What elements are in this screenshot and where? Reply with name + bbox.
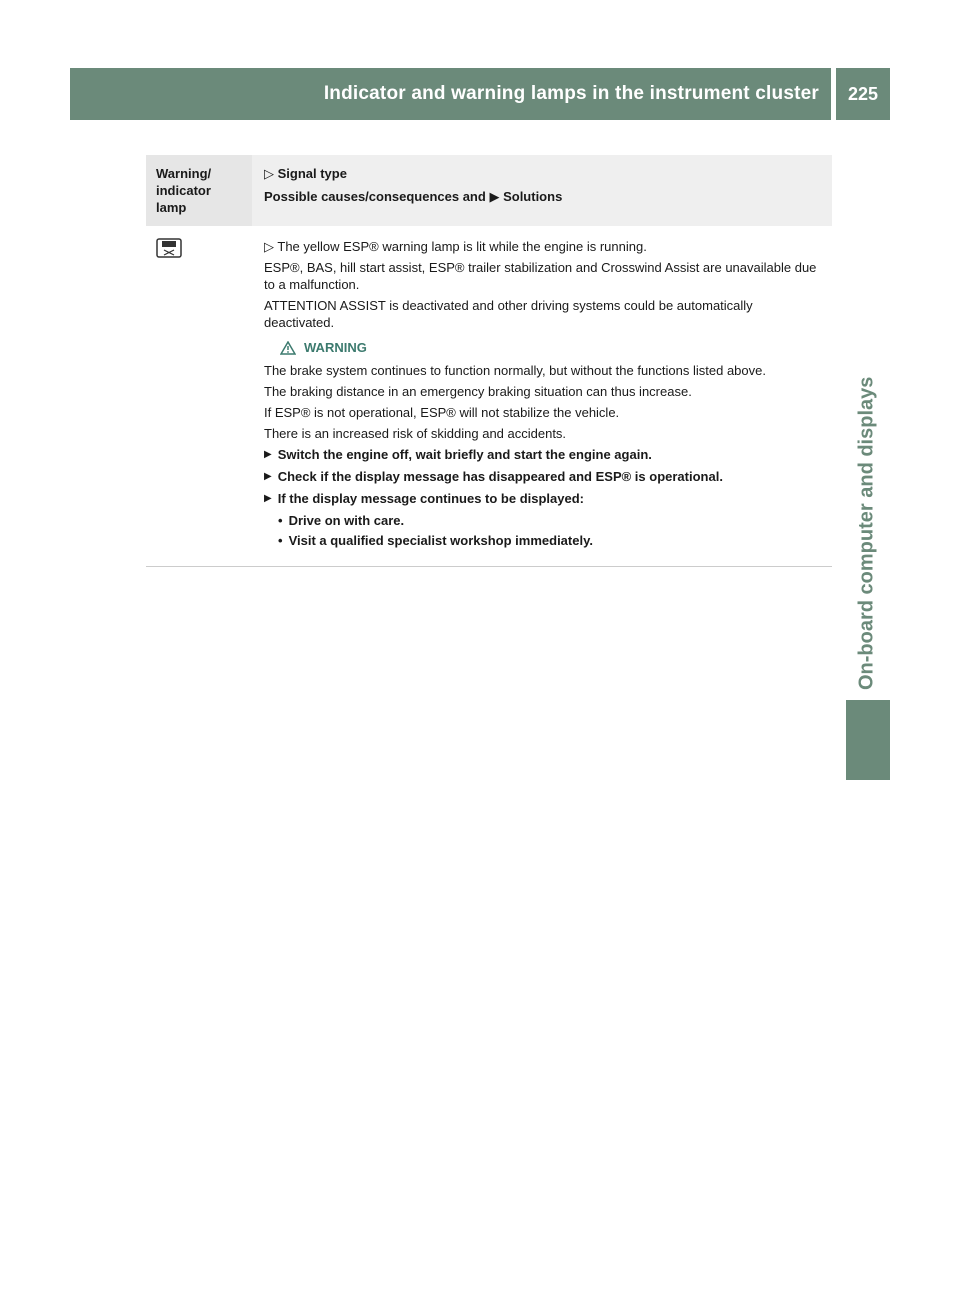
header-solutions: Solutions [503,189,563,204]
bullet-icon: • [278,533,283,548]
header-signal-column [252,155,832,226]
sub-item: • Visit a qualified specialist workshop immediately. [278,533,593,548]
warning-text-1: The brake system continues to function normally, but without the functions listed above. [264,363,766,378]
signal-type-icon: ▷ [264,166,278,181]
sub-item: • Drive on with care. [278,513,405,528]
lamp-cell [146,226,252,552]
page-title: Indicator and warning lamps in the instrument cluster [323,83,819,104]
side-tab-block [846,700,890,780]
bullet-icon: • [278,513,283,528]
action-item: ▶ If the display message continues to be displayed: [264,491,585,506]
table-row [146,226,832,567]
warning-text-3: If ESP® is not operational, ESP® will not stabilize the vehicle. [264,405,620,420]
lamp-description [252,226,832,552]
solutions-arrow-icon: ▶ [489,189,500,204]
warning-label: WARNING [304,340,367,355]
esp-off-lamp-icon [156,238,182,258]
warning-text-2: The braking distance in an emergency braking situation can thus increase. [264,384,692,399]
header-lamp-column: Warning/ indicator lamp [156,166,212,215]
action-item: ▶ Switch the engine off, wait briefly and start the engine again. [264,447,652,462]
action-arrow-icon: ▶ [264,471,272,482]
action-item: ▶ Check if the display message has disappeared and ESP® is operational. [264,469,723,484]
side-tab-label: On-board computer and displays [855,376,878,690]
cause-text-1: ESP®, BAS, hill start assist, ESP® trailer stabilization and Crosswind Assist are unavailable due to a malfunction. [264,260,817,292]
warning-triangle-icon [280,341,296,355]
header-signal-type: Signal type [277,166,347,181]
action-arrow-icon: ▶ [264,493,272,504]
signal-type-icon: ▷ [264,239,278,254]
signal-text: The yellow ESP® warning lamp is lit while the engine is running. [277,239,647,254]
header-causes: Possible causes/consequences and [264,189,486,204]
action-arrow-icon: ▶ [264,449,272,460]
cause-text-2: ATTENTION ASSIST is deactivated and other driving systems could be automatically deactivated. [264,298,753,330]
page-number: 225 [836,68,890,120]
lamp-table [146,155,832,567]
table-header [146,155,832,226]
warning-text-4: There is an increased risk of skidding and accidents. [264,426,567,441]
warning-heading [264,339,820,356]
header-bar [70,68,831,120]
